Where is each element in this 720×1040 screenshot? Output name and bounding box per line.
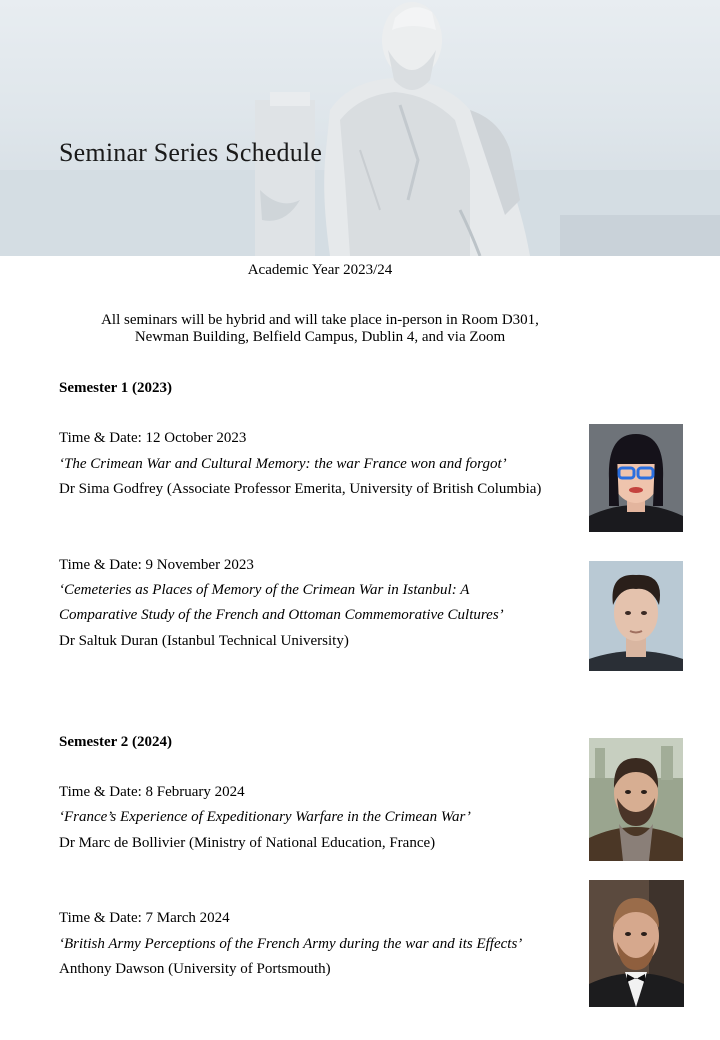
semester-heading: Semester 1 (2023) <box>59 380 173 396</box>
seminar-title: ‘Cemeteries as Places of Memory of the Crimean War in Istanbul: A <box>59 582 470 598</box>
seminar-date: Time & Date: 12 October 2023 <box>59 430 247 446</box>
seminar-speaker: Dr Saltuk Duran (Istanbul Technical University) <box>59 633 349 649</box>
seminar-title: ‘France’s Experience of Expeditionary Warfare in the Crimean War’ <box>59 809 471 825</box>
speaker-photo-dawson <box>589 880 684 1007</box>
seminar-date: Time & Date: 8 February 2024 <box>59 784 245 800</box>
seminar-speaker: Dr Marc de Bollivier (Ministry of National Education, France) <box>59 835 436 851</box>
semester-heading: Semester 2 (2024) <box>59 734 173 750</box>
speaker-photo-godfrey <box>589 424 683 532</box>
speaker-photo-duran <box>589 561 683 671</box>
seminar-title: ‘The Crimean War and Cultural Memory: the war France won and forgot’ <box>59 456 507 472</box>
statue-illustration <box>0 0 720 256</box>
intro-line-1: All seminars will be hybrid and will take place in-person in Room D301, <box>101 312 539 328</box>
seminar-date: Time & Date: 9 November 2023 <box>59 557 254 573</box>
seminar-title: Comparative Study of the French and Ottoman Commemorative Cultures’ <box>59 607 504 623</box>
seminar-title: ‘British Army Perceptions of the French Army during the war and its Effects’ <box>59 936 523 952</box>
seminar-date: Time & Date: 7 March 2024 <box>59 910 230 926</box>
seminar-speaker: Dr Sima Godfrey (Associate Professor Emerita, University of British Columbia) <box>59 481 542 497</box>
intro-line-2: Newman Building, Belfield Campus, Dublin 4, and via Zoom <box>134 329 506 345</box>
page-title: Seminar Series Schedule <box>59 138 323 167</box>
academic-year: Academic Year 2023/24 <box>247 262 393 278</box>
header-banner <box>0 0 720 256</box>
speaker-photo-bollivier <box>589 738 683 861</box>
seminar-speaker: Anthony Dawson (University of Portsmouth) <box>59 961 331 977</box>
